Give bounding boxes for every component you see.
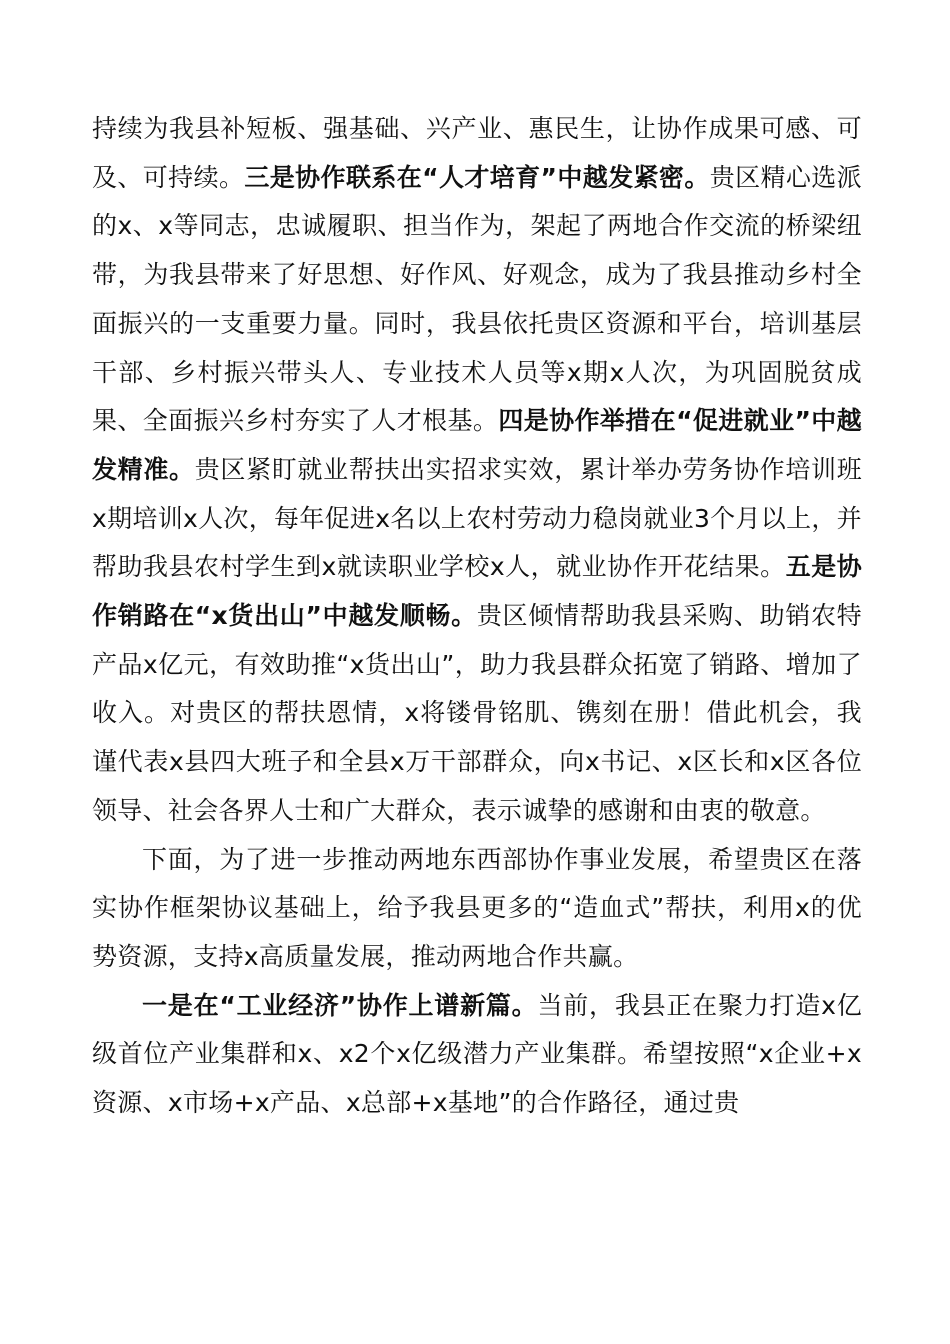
paragraph-text: 持续为我县补短板、强基础、兴产业、惠民生，让协作成果可感、可及、可持续。 [92,114,862,192]
bold-heading-sales: 五是协作销路在“x货出山”中越发顺畅。 [92,552,862,631]
bold-heading-employment: 四是协作举措在“促进就业”中越发精准。 [92,406,862,484]
paragraph-text: 当前，我县正在聚力打造x亿级首位产业集群和x、x2个x亿级潜力产业集群。希望按照“x企业+x资源、x市场+x产品、x总部+x基地”的合作路径，通过贵 [92,990,862,1118]
document-body [92,105,862,1128]
paragraph-text: 贵区紧盯就业帮扶出实招求实效，累计举办劳务协作培训班x期培训x人次，每年促进x名以上农村劳动力稳岗就业3个月以上，并帮助我县农村学生到x就读职业学校x人，就业协作开花结果。 [92,454,862,582]
paragraph-text: 贵区精心选派的x、x等同志，忠诚履职、担当作为，架起了两地合作交流的桥梁纽带，为我县带来了好思想、好作风、好观念，成为了我县推动乡村全面振兴的一支重要力量。同时，我县依托贵区资源和平台，培训基层干部、乡村振兴带头人、专业技术人员等x期x人次，为巩固脱贫成果、全面振兴乡村夯实了人才根基。 [92,162,862,436]
paragraph-text: 下面，为了进一步推动两地东西部协作事业发展，希望贵区在落实协作框架协议基础上，给予我县更多的“造血式”帮扶，利用x的优势资源，支持x高质量发展，推动两地合作共赢。 [92,844,862,971]
paragraph-2 [92,836,862,982]
paragraph-3 [92,982,862,1128]
paragraph-1 [92,105,862,836]
bold-heading-talent: 三是协作联系在“人才培育”中越发紧密。 [244,162,710,192]
bold-heading-industry: 一是在“工业经济”协作上谱新篇。 [142,990,538,1020]
paragraph-text: 贵区倾情帮助我县采购、助销农特产品x亿元，有效助推“x货出山”，助力我县群众拓宽了销路、增加了收入。对贵区的帮扶恩情，x将镂骨铭肌、镌刻在册！借此机会，我谨代表x县四大班子和全县x万干部群众，向x书记、x区长和x区各位领导、社会各界人士和广大群众，表示诚挚的感谢和由衷的敬意。 [92,601,862,825]
